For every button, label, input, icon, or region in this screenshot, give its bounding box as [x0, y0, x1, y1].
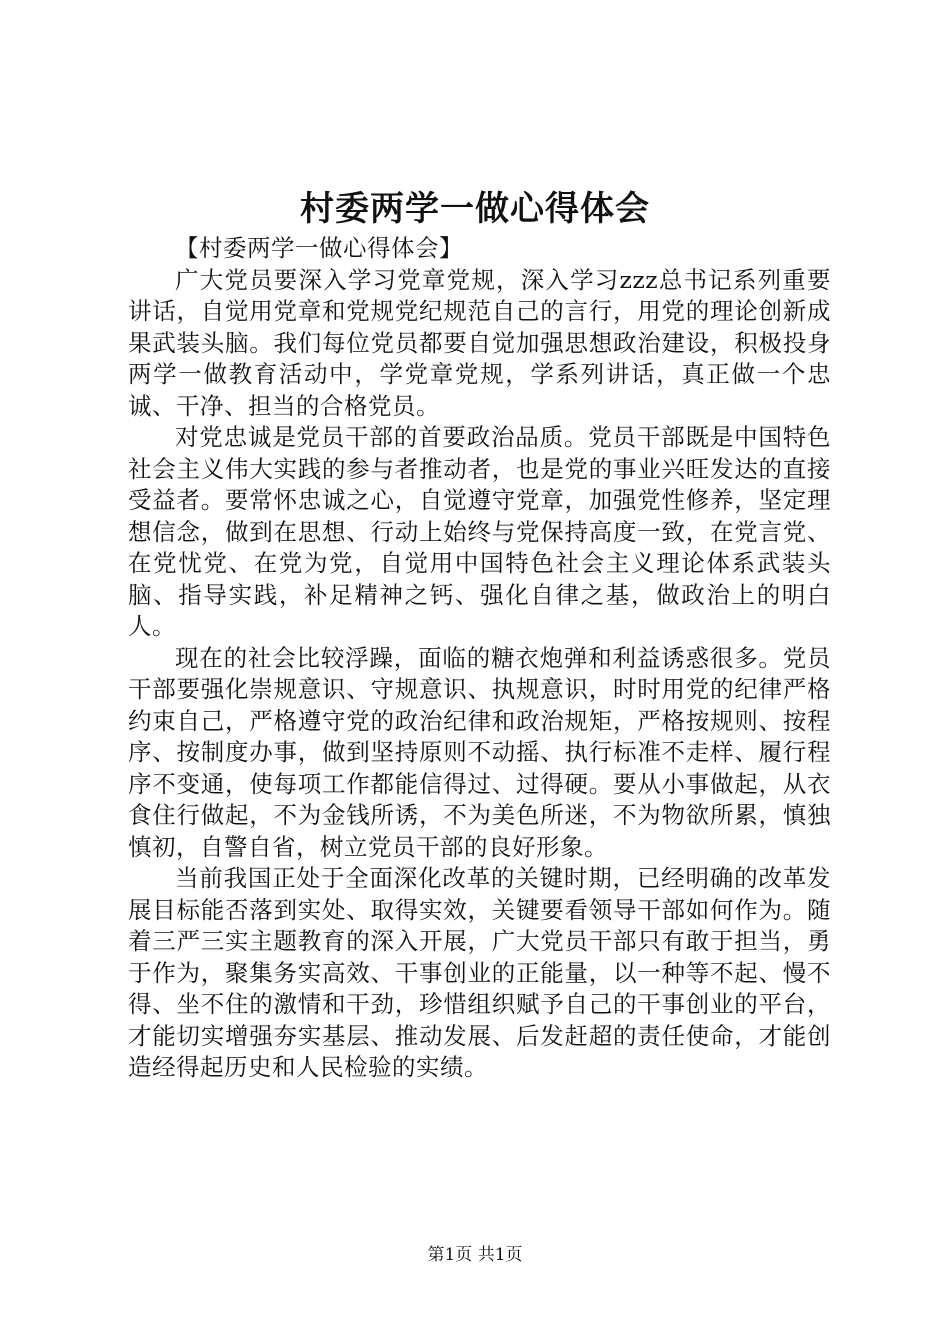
page-title: 村委两学一做心得体会 — [300, 189, 650, 229]
paragraph-1: 广大党员要深入学习党章党规，深入学习zzz总书记系列重要讲话，自觉用党章和党规党纪规范自己的言行，用党的理论创新成果武装头脑。我们每位党员都要自觉加强思想政治建设，积极投身两学一做教育活动中，学党章党规，学系列讲话，真正做一个忠诚、干净、担当的合格党员。 — [128, 265, 831, 420]
page-number-footer: 第1页 共1页 — [427, 1245, 523, 1265]
paragraph-3: 现在的社会比较浮躁，面临的糖衣炮弹和利益诱惑很多。党员干部要强化崇规意识、守规意识、执规意识，时时用党的纪律严格约束自己，严格遵守党的政治纪律和政治规矩，严格按规则、按程序、按制度办事，做到坚持原则不动摇、执行标准不走样、履行程序不变通，使每项工作都能信得过、过得硬。要从小事做起，从衣食住行做起，不为金钱所诱，不为美色所迷，不为物欲所累，慎独慎初，自警自省，树立党员干部的良好形象。 — [128, 643, 831, 861]
document-body — [128, 233, 831, 1084]
document-subtitle: 【村委两学一做心得体会】 — [175, 234, 463, 262]
paragraph-2: 对党忠诚是党员干部的首要政治品质。党员干部既是中国特色社会主义伟大实践的参与者推动者，也是党的事业兴旺发达的直接受益者。要常怀忠诚之心，自觉遵守党章，加强党性修养，坚定理想信念，做到在思想、行动上始终与党保持高度一致，在党言党、在党忧党、在党为党，自觉用中国特色社会主义理论体系武装头脑、指导实践，补足精神之钙、强化自律之基，做政治上的明白人。 — [128, 423, 831, 640]
paragraph-4: 当前我国正处于全面深化改革的关键时期，已经明确的改革发展目标能否落到实处、取得实效，关键要看领导干部如何作为。随着三严三实主题教育的深入开展，广大党员干部只有敢于担当，勇于作为，聚集务实高效、干事创业的正能量，以一种等不起、慢不得、坐不住的激情和干劲，珍惜组织赋予自己的干事创业的平台，才能切实增强夯实基层、推动发展、后发赶超的责任使命，才能创造经得起历史和人民检验的实绩。 — [128, 864, 831, 1081]
